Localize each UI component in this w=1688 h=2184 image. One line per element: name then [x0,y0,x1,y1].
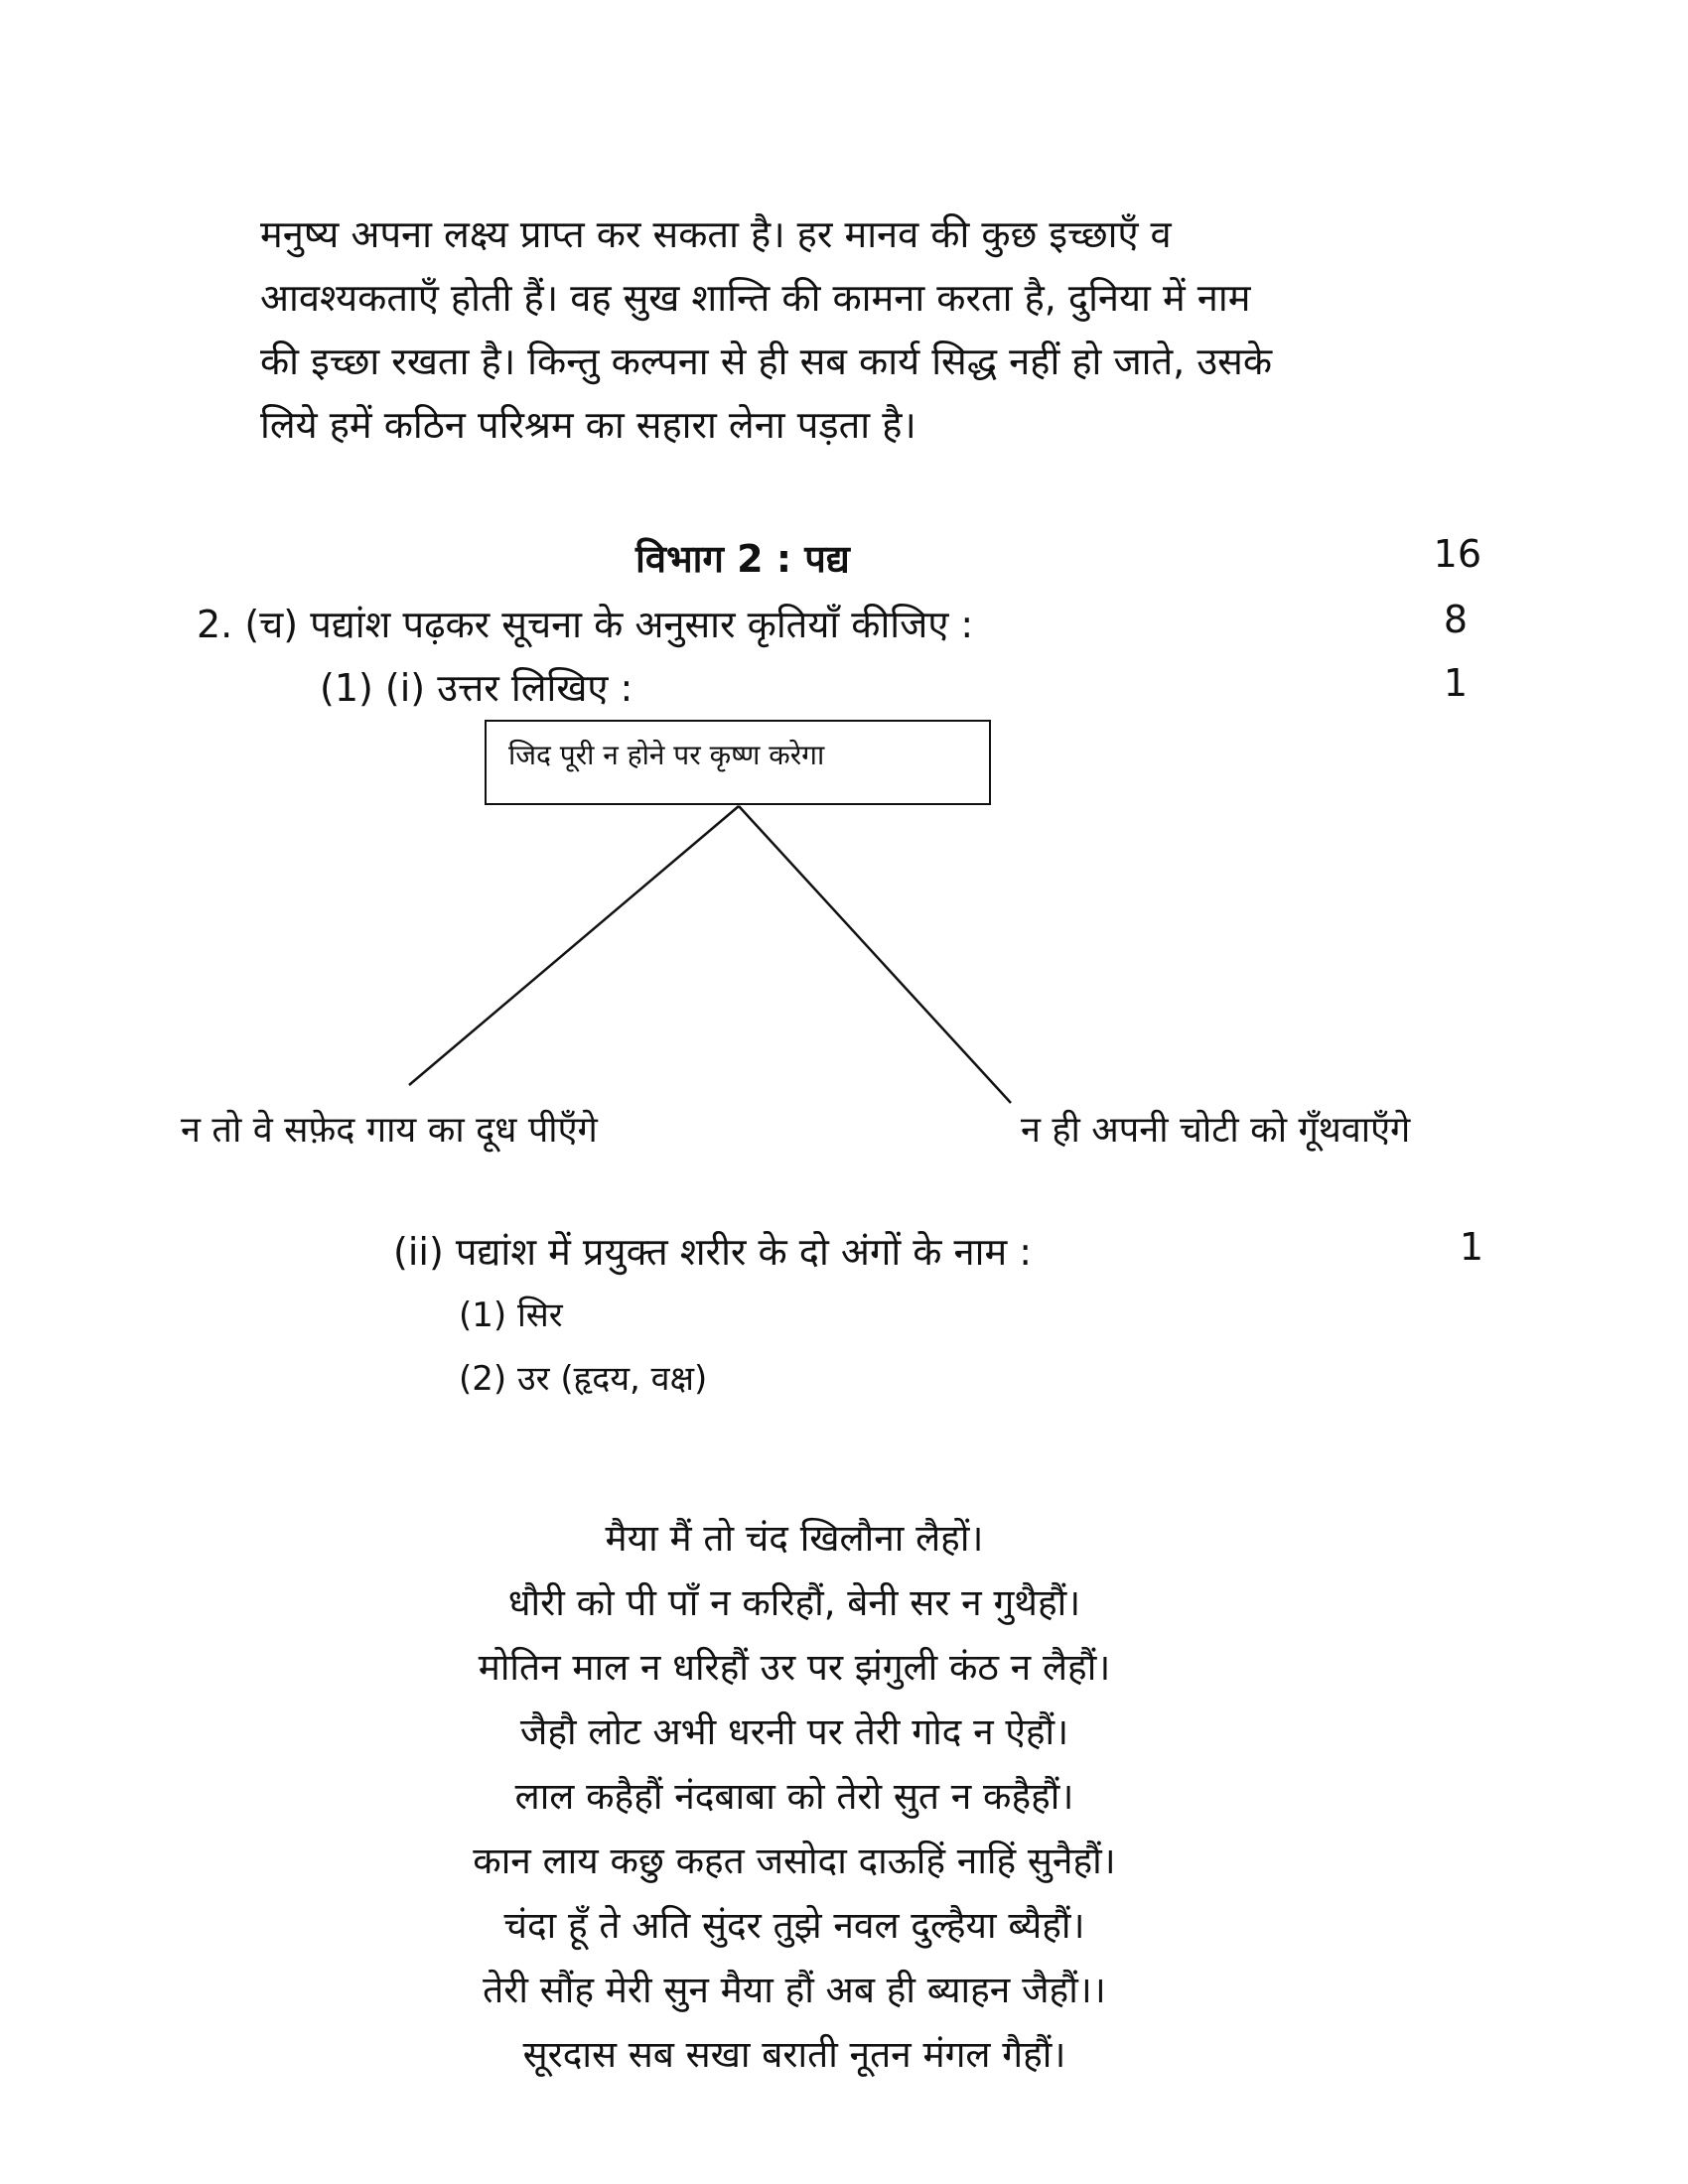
answer-box: जिद पूरी न होने पर कृष्ण करेगा [485,720,991,805]
right-branch-text: न ही अपनी चोटी को गूँथवाएँगे [1021,1110,1411,1151]
paragraph-line-3: की इच्छा रखता है। किन्तु कल्पना से ही सब कार्य सिद्ध नहीं हो जाते, उसके [260,340,1273,383]
poem-line-8: तेरी सौंह मेरी सुन मैया हौं अब ही ब्याहन जैहौं।। [483,1969,1106,2011]
question-label: 2. (च) पद्यांश पढ़कर सूचना के अनुसार कृतियाँ कीजिए : [197,603,974,646]
section-marks: 16 [1433,532,1481,576]
paragraph-line-1: मनुष्य अपना लक्ष्य प्राप्त कर सकता है। हर मानव की कुछ इच्छाएँ व [260,212,1172,256]
left-branch-line [409,806,739,1085]
question-marks: 8 [1443,598,1468,641]
subq2-label: (ii) पद्यांश में प्रयुक्त शरीर के दो अंगों के नाम : [393,1230,1033,1274]
poem-line-3: मोतिन माल न धरिहौं उर पर झंगुली कंठ न लैहौं। [478,1646,1111,1689]
poem-line-9: सूरदास सब सखा बराती नूतन मंगल गैहौं। [522,2033,1066,2076]
poem-line-5: लाल कहैहौं नंदबाबा को तेरो सुत न कहैहौं। [514,1775,1074,1818]
poem-line-1: मैया मैं तो चंद खिलौना लैहों। [605,1517,984,1560]
paragraph-line-2: आवश्यकताएँ होती हैं। वह सुख शान्ति की कामना करता है, दुनिया में नाम [260,276,1251,320]
poem-line-2: धौरी को पी पाँ न करिहौं, बेनी सर न गुथैहौं। [507,1581,1081,1624]
right-branch-line [739,806,1011,1103]
poem-line-7: चंदा हूँ ते अति सुंदर तुझे नवल दुल्हैया ब्यैहौं। [503,1904,1085,1947]
subq2-answer-2: (2) उर (हृदय, वक्ष) [459,1359,708,1399]
left-branch-text: न तो वे सफ़ेद गाय का दूध पीएँगे [181,1110,598,1151]
subq1-label: (1) (i) उत्तर लिखिए : [320,666,633,710]
paragraph-line-4: लिये हमें कठिन परिश्रम का सहारा लेना पड़ता है। [260,403,916,447]
poem-line-6: कान लाय कछु कहत जसोदा दाऊहिं नाहिं सुनैहौं। [473,1840,1116,1882]
poem-line-4: जैहौ लोट अभी धरनी पर तेरी गोद न ऐहौं। [519,1710,1069,1753]
subq1-marks: 1 [1443,661,1468,705]
subq2-marks: 1 [1459,1225,1483,1269]
section-title: विभाग 2 : पद्य [635,537,850,581]
subq2-answer-1: (1) सिर [459,1296,563,1335]
